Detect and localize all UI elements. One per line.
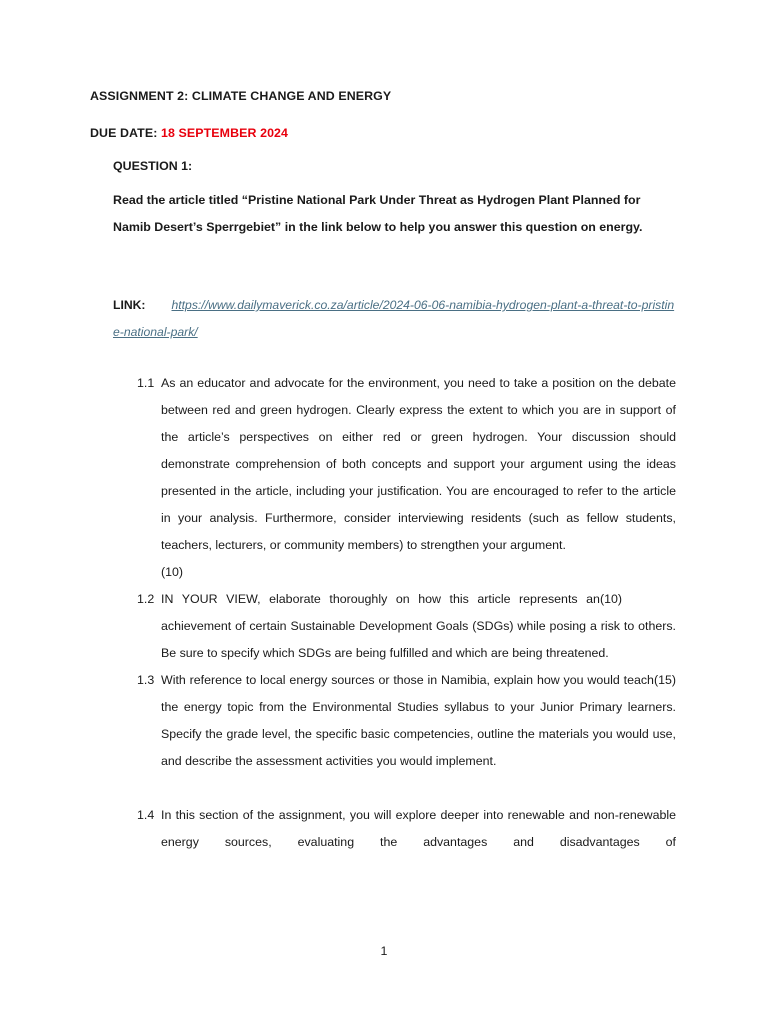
question-item-1-1 (137, 370, 676, 586)
item-marks-1-2: (10) (599, 592, 622, 606)
question-block (113, 160, 676, 241)
assignment-title: ASSIGNMENT 2: CLIMATE CHANGE AND ENERGY (90, 89, 392, 103)
item-number-1-2: 1.2 (137, 592, 155, 606)
question-item-1-2 (137, 586, 676, 667)
due-date-line (90, 126, 690, 140)
item-marks-1-3: (15) (653, 673, 676, 687)
article-hyperlink[interactable]: https://www.dailymaverick.co.za/article/2024-06-06-namibia-hydrogen-plant-a-threat-to-pristine-national-park/ (113, 298, 675, 339)
question-item-1-4 (137, 802, 676, 883)
link-label: LINK: (113, 298, 146, 312)
due-date-value: 18 SEPTEMBER 2024 (161, 126, 289, 140)
question-intro-text: Read the article titled “Pristine National Park Under Threat as Hydrogen Plant Planned for Namib Desert’s Sperrgebiet” in the link below to help you answer this question on energy. (113, 193, 643, 235)
item-marks-1-1: (10) (161, 565, 184, 579)
item-text-1-4: In this section of the assignment, you will explore deeper into renewable and non-renewable energy sources, evaluating the advantages and disadvantages of (161, 808, 676, 849)
item-number-1-1: 1.1 (137, 376, 155, 390)
item-text-1-1: As an educator and advocate for the environment, you need to take a position on the debate between red and green hydrogen. Clearly express the extent to which you are in support of the article’s perspectives on either red or green hydrogen. Your discussion should demonstrate comprehension of both concepts and support your argument using the ideas presented in the article, including your justification. You are encouraged to refer to the article in your analysis. Furthermore, consider interviewing residents (such as fellow students, teachers, lecturers, or community members) to strengthen your argument. (161, 376, 676, 552)
item-number-1-4: 1.4 (137, 808, 155, 822)
question-item-1-3 (137, 667, 676, 775)
item-number-1-3: 1.3 (137, 673, 155, 687)
question-items-list (137, 370, 676, 883)
item-text-1-3: With reference to local energy sources or those in Namibia, explain how you would teach the energy topic from the Environmental Studies syllabus to your Junior Primary learners. Specify the grade level, the specific basic competencies, outline the materials you would use, and describe the assessment activities you would implement. (161, 673, 676, 768)
page-number: 1 (380, 944, 388, 958)
item-text-1-2: IN YOUR VIEW, elaborate thoroughly on how this article represents an achievement of certain Sustainable Development Goals (SDGs) while posing a risk to others. Be sure to specify which SDGs are being fulfilled and which are being threatened. (161, 592, 676, 660)
due-date-label: DUE DATE: (90, 126, 158, 140)
link-block (113, 292, 679, 346)
question-label: QUESTION 1: (113, 159, 193, 173)
item-spacer (137, 775, 676, 802)
